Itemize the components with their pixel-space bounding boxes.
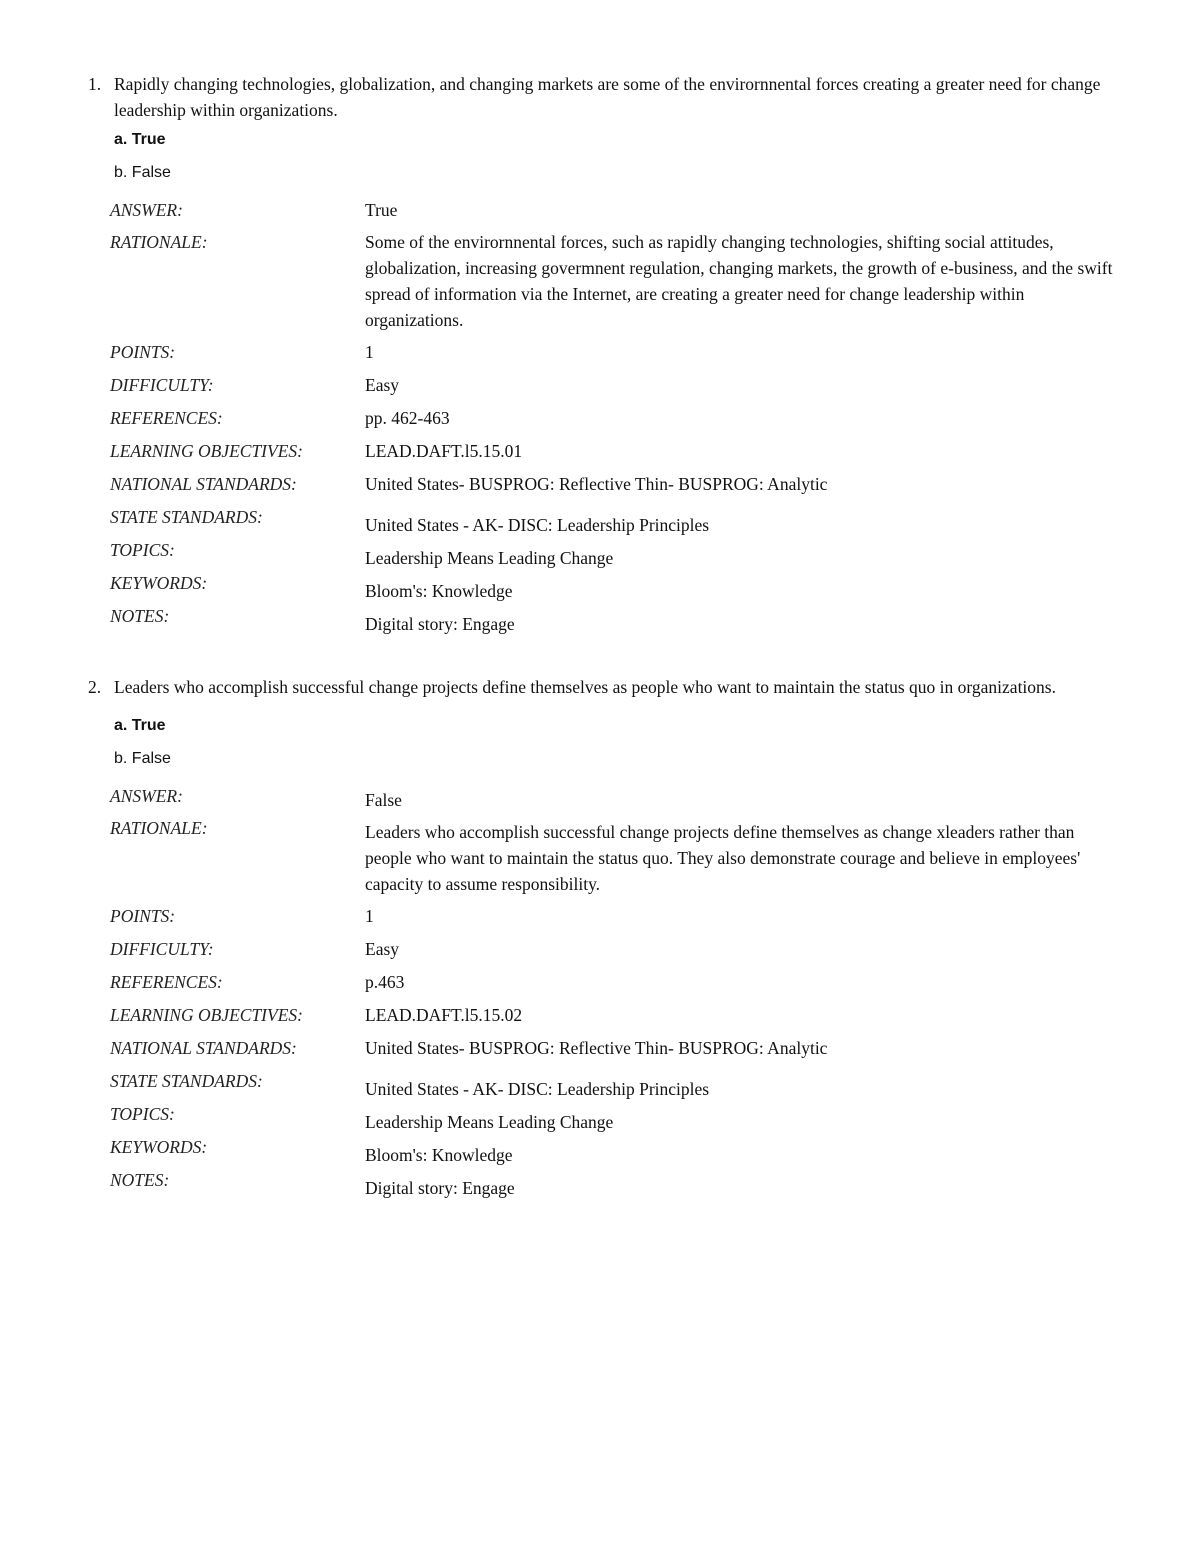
- state-standards-row: [110, 1068, 1120, 1101]
- answer-row: [110, 783, 1120, 815]
- question-text: Leaders who accomplish successful change projects define themselves as people who want to maintain the status quo in organizations.: [114, 677, 1056, 697]
- learning-objectives-value: LEAD.DAFT.l5.15.01: [365, 441, 523, 461]
- answer-value: True: [365, 200, 398, 220]
- difficulty-label: DIFFICULTY:: [110, 375, 214, 395]
- rationale-row: [110, 815, 1120, 897]
- learning-objectives-label: LEARNING OBJECTIVES:: [110, 441, 303, 461]
- topics-row: [110, 1101, 1120, 1134]
- topics-label: TOPICS:: [110, 540, 175, 560]
- points-label: POINTS:: [110, 342, 176, 362]
- question-text: Rapidly changing technologies, globalization, and changing markets are some of the envirornnental forces creating a greater need for change leadership within organizations.: [114, 74, 1101, 120]
- learning-objectives-row: [110, 438, 1120, 471]
- national-standards-row: [110, 471, 1120, 504]
- difficulty-label: DIFFICULTY:: [110, 939, 214, 959]
- national-standards-label: NATIONAL STANDARDS:: [110, 1038, 297, 1058]
- option-false: b. False: [114, 750, 171, 767]
- rationale-row: [110, 229, 1120, 333]
- question-stem: [88, 71, 1118, 123]
- national-standards-value: United States- BUSPROG: Reflective Thin- BUSPROG: Analytic: [365, 1038, 828, 1058]
- answer-metadata: [110, 783, 1120, 1200]
- question-stem: [88, 665, 1118, 709]
- keywords-row: [110, 1134, 1120, 1167]
- references-label: REFERENCES:: [110, 972, 223, 992]
- keywords-value: Bloom's: Knowledge: [365, 1145, 513, 1165]
- notes-value: Digital story: Engage: [365, 614, 515, 634]
- answer-label: ANSWER:: [110, 786, 183, 806]
- state-standards-value: United States - AK- DISC: Leadership Principles: [365, 1079, 710, 1099]
- answer-metadata: [110, 197, 1120, 636]
- answer-label: ANSWER:: [110, 200, 183, 220]
- references-row: [110, 969, 1120, 1002]
- references-value: pp. 462-463: [365, 408, 450, 428]
- national-standards-value: United States- BUSPROG: Reflective Thin- BUSPROG: Analytic: [365, 474, 828, 494]
- notes-row: [110, 603, 1120, 636]
- notes-label: NOTES:: [110, 1170, 170, 1190]
- question-number: 2.: [88, 677, 102, 697]
- points-value: 1: [365, 906, 374, 926]
- state-standards-label: STATE STANDARDS:: [110, 1071, 263, 1091]
- national-standards-label: NATIONAL STANDARDS:: [110, 474, 297, 494]
- difficulty-value: Easy: [365, 939, 400, 959]
- keywords-label: KEYWORDS:: [110, 1137, 208, 1157]
- topics-value: Leadership Means Leading Change: [365, 548, 614, 568]
- references-row: [110, 405, 1120, 438]
- learning-objectives-label: LEARNING OBJECTIVES:: [110, 1005, 303, 1025]
- state-standards-label: STATE STANDARDS:: [110, 507, 263, 527]
- learning-objectives-value: LEAD.DAFT.l5.15.02: [365, 1005, 523, 1025]
- rationale-label: RATIONALE:: [110, 232, 208, 252]
- difficulty-row: [110, 372, 1120, 405]
- keywords-label: KEYWORDS:: [110, 573, 208, 593]
- topics-row: [110, 537, 1120, 570]
- option-false: b. False: [114, 164, 171, 181]
- state-standards-value: United States - AK- DISC: Leadership Principles: [365, 515, 710, 535]
- national-standards-row: [110, 1035, 1120, 1068]
- rationale-value: Some of the envirornnental forces, such as rapidly changing technologies, shifting social attitudes, globalization, increasing govermnent regulation, changing markets, the growth of e-business, and the swift spread of information via the Internet, are creating a greater need for change leadership within organizations.: [365, 232, 1113, 330]
- question-2: [88, 665, 1118, 1200]
- learning-objectives-row: [110, 1002, 1120, 1035]
- option-true: a. True: [114, 717, 166, 734]
- points-row: [110, 903, 1120, 936]
- keywords-value: Bloom's: Knowledge: [365, 581, 513, 601]
- notes-label: NOTES:: [110, 606, 170, 626]
- answer-row: [110, 197, 1120, 229]
- notes-row: [110, 1167, 1120, 1200]
- rationale-value: Leaders who accomplish successful change projects define themselves as change xleaders rather than people who want to maintain the status quo. They also demonstrate courage and believe in employees' capacity to assume responsibility.: [365, 822, 1081, 894]
- difficulty-value: Easy: [365, 375, 400, 395]
- topics-value: Leadership Means Leading Change: [365, 1112, 614, 1132]
- references-label: REFERENCES:: [110, 408, 223, 428]
- question-1: [88, 71, 1118, 636]
- topics-label: TOPICS:: [110, 1104, 175, 1124]
- difficulty-row: [110, 936, 1120, 969]
- answer-value: False: [365, 790, 402, 810]
- points-row: [110, 339, 1120, 372]
- notes-value: Digital story: Engage: [365, 1178, 515, 1198]
- rationale-label: RATIONALE:: [110, 818, 208, 838]
- state-standards-row: [110, 504, 1120, 537]
- points-label: POINTS:: [110, 906, 176, 926]
- question-number: 1.: [88, 74, 102, 94]
- references-value: p.463: [365, 972, 405, 992]
- points-value: 1: [365, 342, 374, 362]
- keywords-row: [110, 570, 1120, 603]
- option-true: a. True: [114, 131, 166, 148]
